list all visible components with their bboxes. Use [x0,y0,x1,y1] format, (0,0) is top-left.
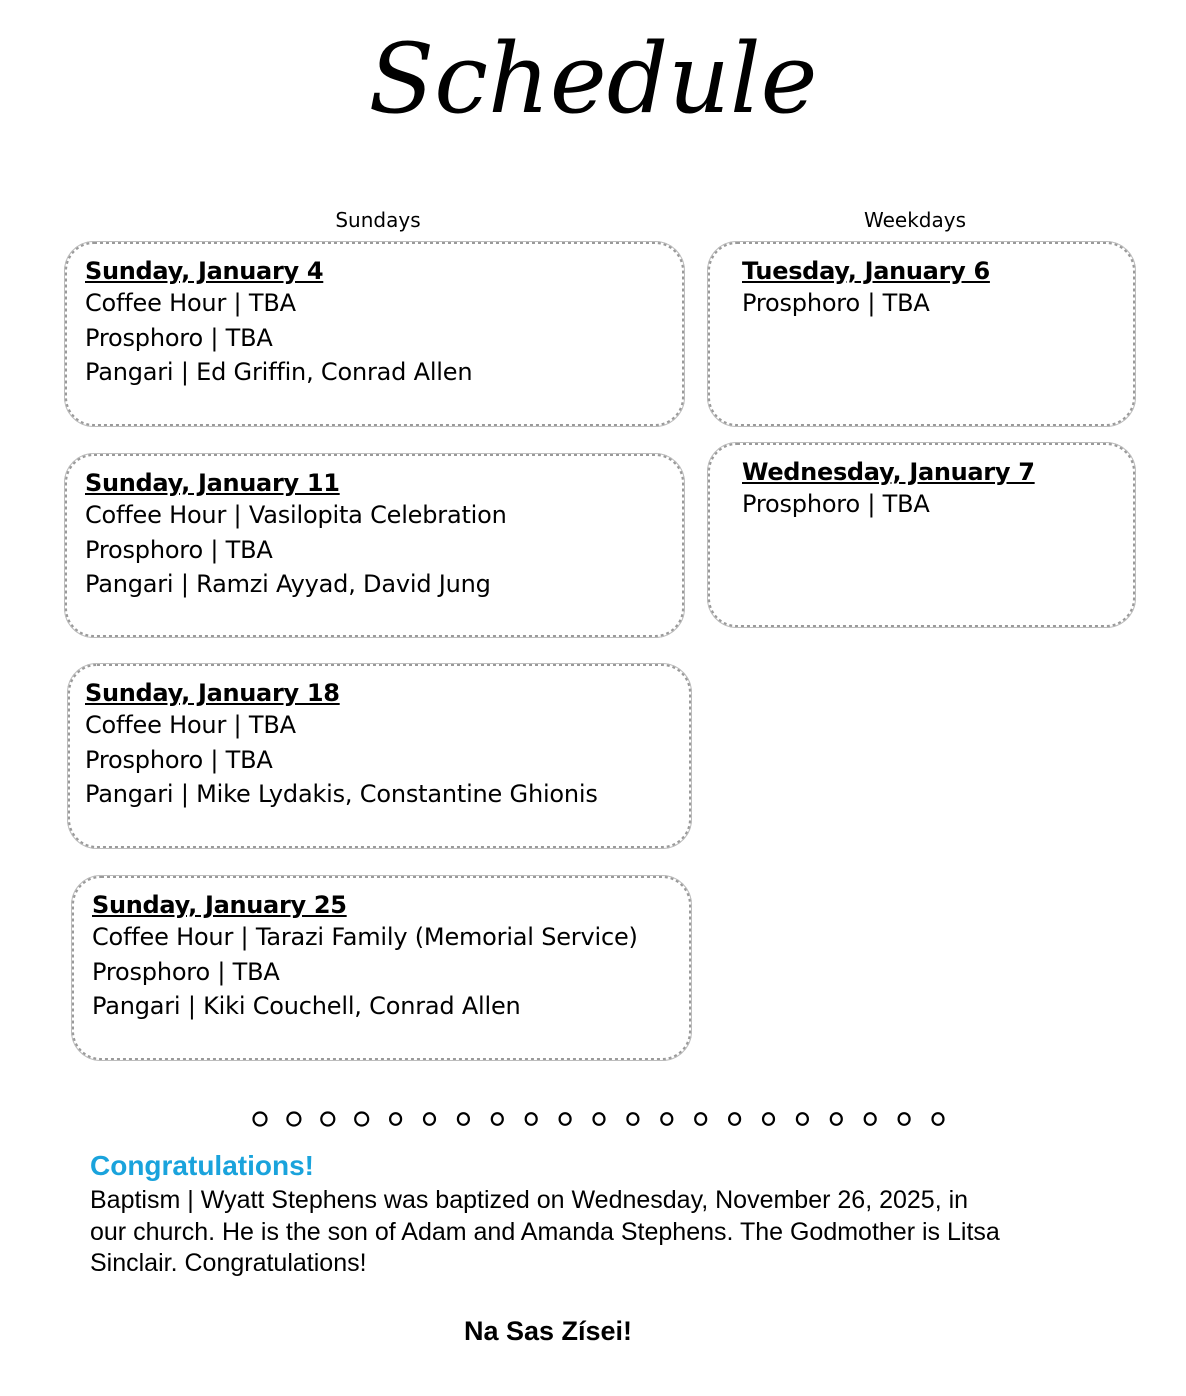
divider-dot [627,1113,638,1125]
sunday-card [64,453,685,638]
card-line: Prosphoro | TBA [742,289,930,317]
card-date: Sunday, January 25 [92,891,347,919]
card-date: Sunday, January 18 [85,679,340,707]
divider-dot [695,1113,706,1125]
card-date: Sunday, January 11 [85,469,340,497]
card-line: Prosphoro | TBA [92,957,280,986]
card-line: Pangari | Mike Lydakis, Constantine Ghionis [85,780,598,808]
card-line: Pangari | Ramzi Ayyad, David Jung [85,570,491,598]
card-line: Prosphoro | TBA [85,535,273,564]
card-line: Prosphoro | TBA [85,745,273,774]
sunday-card [64,241,685,427]
divider-dot [594,1113,605,1125]
weekdays-heading: Weekdays [863,208,966,232]
weekday-card [707,442,1136,628]
card-line: Coffee Hour | TBA [85,711,296,739]
card-line: Coffee Hour | TBA [85,289,296,317]
divider-dot [865,1113,876,1125]
card-line: Prosphoro | TBA [85,323,273,352]
divider-dot [355,1113,368,1126]
card-line: Coffee Hour | Vasilopita Celebration [85,501,507,529]
divider-dot [797,1113,808,1125]
card-line: Coffee Hour | Tarazi Family (Memorial Service) [92,923,638,951]
congratulations-heading: Congratulations! [90,1150,314,1181]
divider-dot [424,1113,435,1125]
card-date: Sunday, January 4 [85,257,324,285]
divider-dot [254,1113,267,1126]
card-line: Pangari | Kiki Couchell, Conrad Allen [92,992,521,1020]
divider-dot [526,1113,537,1125]
divider-dot [729,1113,740,1125]
sunday-card [67,663,692,849]
sundays-heading: Sundays [335,208,421,232]
divider-dot [899,1113,910,1125]
card-date: Tuesday, January 6 [742,257,990,285]
divider-dot [933,1113,944,1125]
divider-dot [321,1113,334,1126]
divider-dot [831,1113,842,1125]
card-line: Pangari | Ed Griffin, Conrad Allen [85,358,473,386]
divider-dot [763,1113,774,1125]
divider-dot [458,1113,469,1125]
divider-dot [390,1113,401,1125]
page-title [0,20,1186,170]
divider-dot [492,1113,503,1125]
card-line: Prosphoro | TBA [742,490,930,518]
card-date: Wednesday, January 7 [742,458,1035,486]
dot-divider [250,1108,950,1130]
divider-dot [661,1113,672,1125]
title-text: Schedule [368,23,818,135]
closing-text: Na Sas Zísei! [463,1316,633,1346]
divider-dot [560,1113,571,1125]
divider-dot [287,1113,300,1126]
schedule-script-title [333,20,853,150]
sunday-card [71,875,692,1061]
weekday-card [707,241,1136,427]
congratulations-body: Baptism | Wyatt Stephens was baptized on Wednesday, November 26, 2025, in our church. He is the son of Adam and Amanda Stephens. The Godmother is Litsa Sinclair. Congratulations! [90,1186,1000,1277]
